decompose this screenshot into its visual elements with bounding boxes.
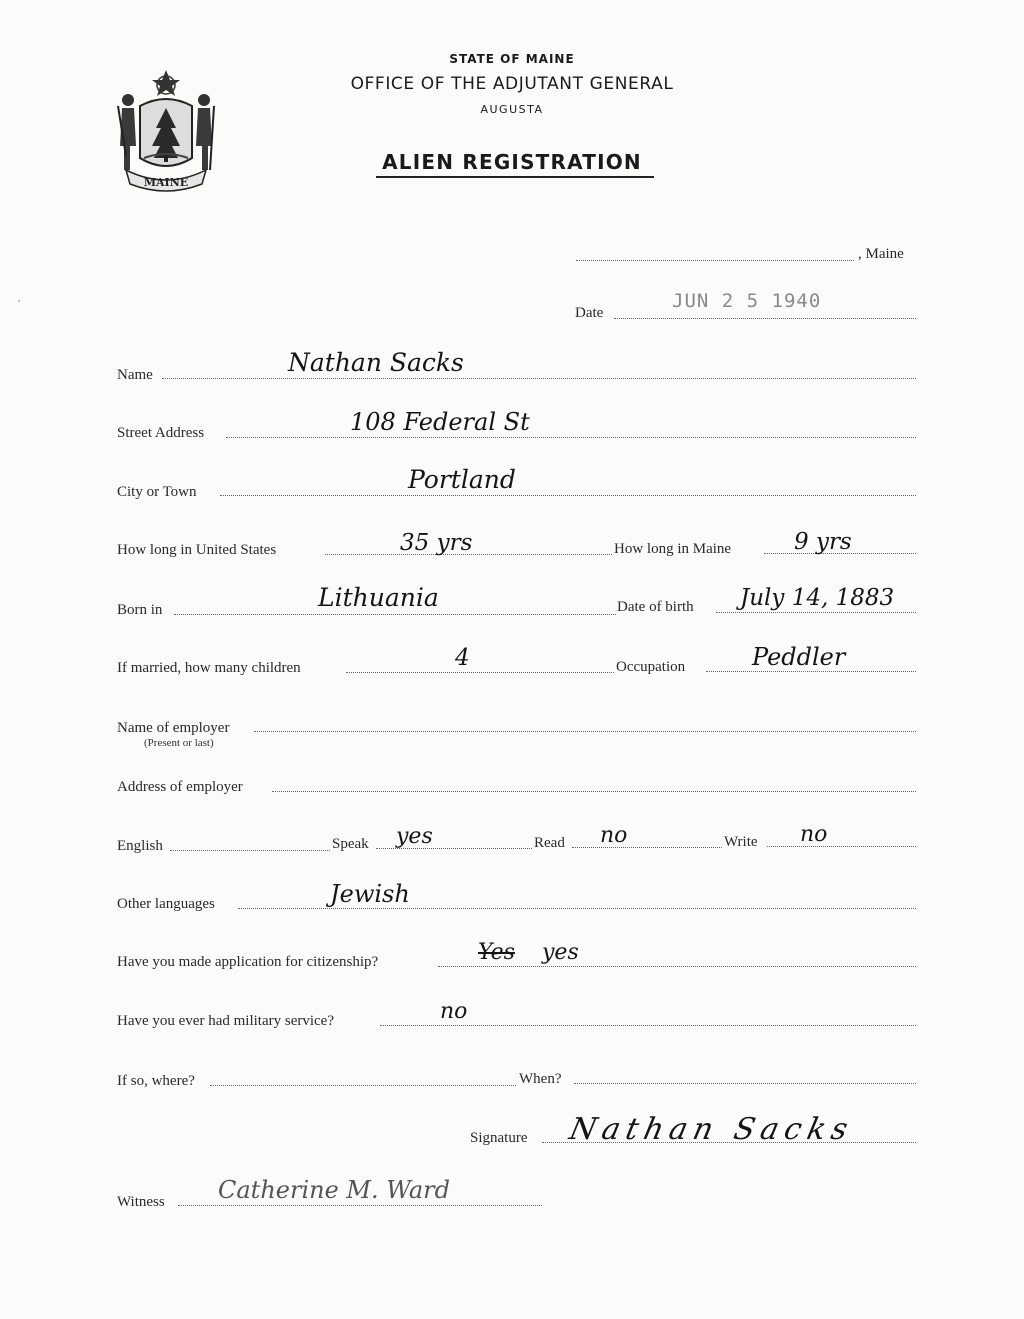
street-value: 108 Federal St — [350, 408, 530, 436]
header-office: OFFICE OF THE ADJUTANT GENERAL — [350, 74, 674, 94]
citizenship-struck-value: Yes — [478, 940, 515, 965]
state-seal-icon — [110, 66, 222, 194]
write-label: Write — [724, 834, 758, 850]
street-label: Street Address — [117, 425, 205, 441]
read-value: no — [600, 823, 628, 848]
header-city: AUGUSTA — [480, 103, 544, 116]
us-duration-label: How long in United States — [117, 542, 277, 558]
date-label: Date — [575, 305, 604, 321]
employer-address-label: Address of employer — [117, 779, 243, 795]
other-languages-line — [238, 908, 916, 909]
form-title: ALIEN REGISTRATION — [382, 150, 642, 174]
title-underline — [376, 176, 654, 178]
margin-speck — [18, 300, 20, 302]
signature-value: Nathan Sacks — [566, 1112, 857, 1147]
employer-label: Name of employer — [117, 720, 230, 736]
employer-sublabel: (Present or last) — [144, 737, 214, 749]
children-line — [346, 672, 614, 673]
name-line — [162, 378, 916, 379]
when-label: When? — [519, 1071, 562, 1087]
city-label: City or Town — [117, 484, 197, 500]
other-languages-label: Other languages — [117, 896, 215, 912]
witness-line — [178, 1205, 542, 1206]
signature-label: Signature — [470, 1130, 528, 1146]
name-value: Nathan Sacks — [288, 348, 464, 377]
name-label: Name — [117, 367, 153, 383]
military-label: Have you ever had military service? — [117, 1013, 334, 1029]
date-line — [614, 318, 916, 319]
speak-value: yes — [396, 824, 433, 849]
where-line — [210, 1085, 516, 1086]
city-value: Portland — [408, 465, 516, 494]
born-line — [174, 614, 616, 615]
speak-label: Speak — [332, 836, 369, 852]
citizenship-label: Have you made application for citizenship? — [117, 954, 379, 970]
dob-label: Date of birth — [617, 599, 694, 615]
when-line — [574, 1083, 916, 1084]
maine-duration-label: How long in Maine — [614, 541, 732, 557]
read-label: Read — [534, 835, 565, 851]
citizenship-value: yes — [542, 940, 579, 965]
children-value: 4 — [455, 645, 470, 671]
us-duration-value: 35 yrs — [400, 530, 473, 556]
dob-value: July 14, 1883 — [740, 585, 895, 611]
military-value: no — [440, 999, 468, 1024]
occupation-value: Peddler — [752, 643, 846, 671]
where-label: If so, where? — [117, 1073, 195, 1089]
maine-duration-value: 9 yrs — [794, 529, 852, 555]
write-line — [767, 846, 916, 847]
place-line — [576, 260, 854, 261]
witness-label: Witness — [117, 1194, 165, 1210]
born-value: Lithuania — [318, 583, 439, 612]
citizenship-line — [438, 966, 916, 967]
employer-line — [254, 731, 916, 732]
children-label: If married, how many children — [117, 660, 301, 676]
street-line — [226, 437, 916, 438]
city-line — [220, 495, 916, 496]
english-line — [170, 850, 330, 851]
header-state: STATE OF MAINE — [449, 52, 575, 66]
military-line — [380, 1025, 916, 1026]
seal-text: MAINE — [143, 176, 189, 189]
date-stamp: JUN 2 5 1940 — [672, 290, 822, 312]
other-languages-value: Jewish — [330, 880, 410, 908]
born-label: Born in — [117, 602, 163, 618]
write-value: no — [800, 822, 828, 847]
read-line — [572, 847, 722, 848]
witness-value: Catherine M. Ward — [218, 1176, 450, 1204]
occupation-label: Occupation — [616, 659, 686, 675]
occupation-line — [706, 671, 916, 672]
employer-address-line — [272, 791, 916, 792]
dob-line — [716, 612, 916, 613]
place-suffix: , Maine — [858, 246, 904, 262]
english-label: English — [117, 838, 163, 854]
